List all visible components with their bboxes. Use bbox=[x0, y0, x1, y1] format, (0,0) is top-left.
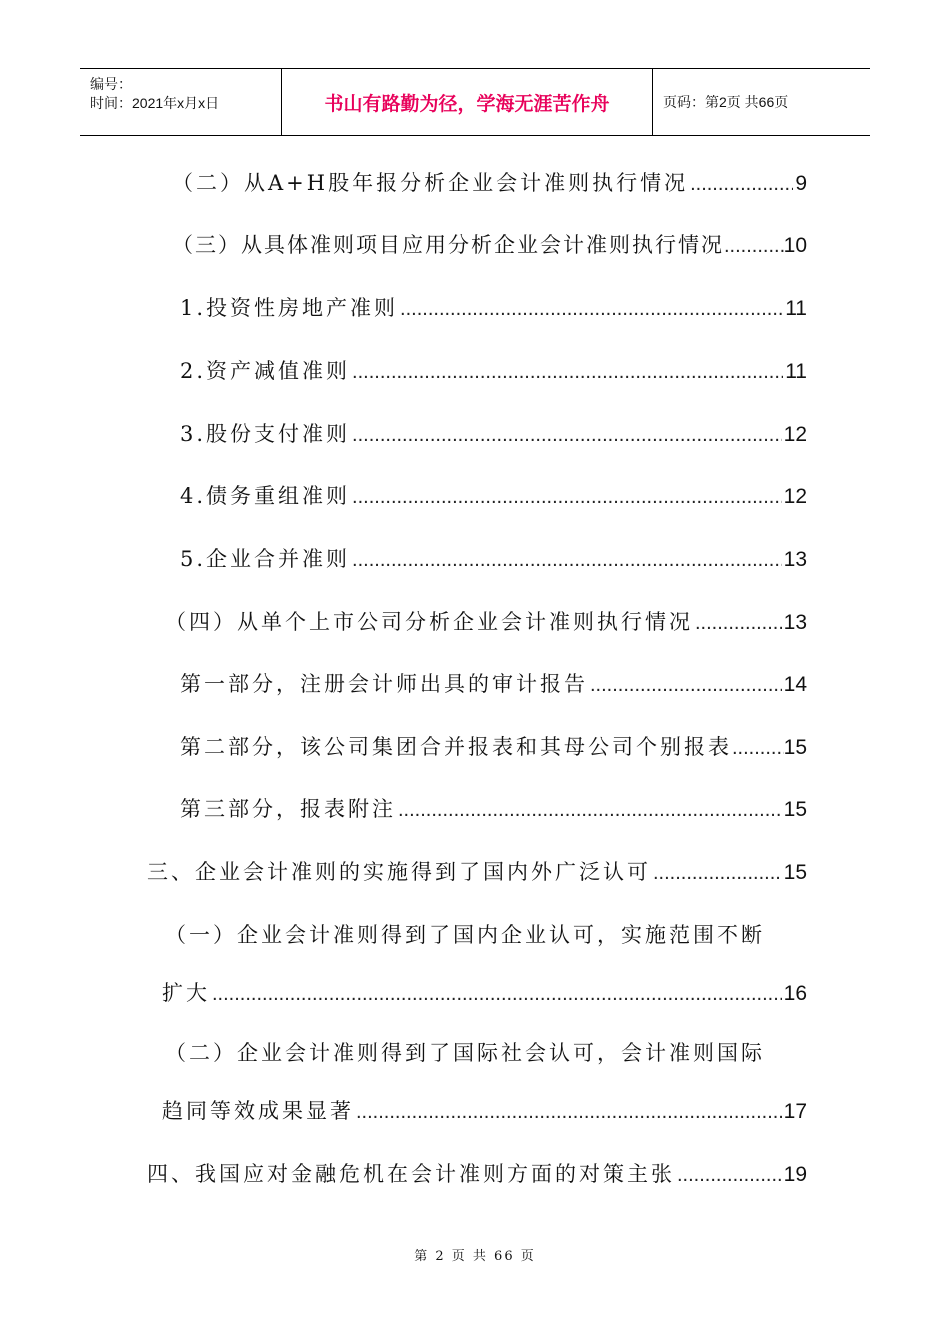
toc-entry-title: （二）企业会计准则得到了国际社会认可，会计准则国际 bbox=[165, 1041, 765, 1065]
toc-entry-title: （二）从A+H股年报分析企业会计准则执行情况 bbox=[172, 171, 689, 195]
toc-entry-title: 2.资产减值准则 bbox=[180, 359, 351, 383]
toc-entry[interactable] bbox=[180, 731, 807, 767]
toc-dot-leader bbox=[352, 486, 782, 509]
toc-entry[interactable] bbox=[180, 355, 807, 391]
header-motto: 书山有路勤为径，学海无涯苦作舟 bbox=[282, 69, 653, 135]
toc-entry-page: 16 bbox=[783, 982, 807, 1005]
toc-entry-title: 5.企业合并准则 bbox=[180, 547, 351, 571]
toc-entry[interactable] bbox=[180, 418, 807, 454]
toc-entry-page: 17 bbox=[783, 1100, 807, 1123]
toc-entry-continuation: 趋同等效成果显著 bbox=[162, 1099, 354, 1123]
toc-entry-page: 13 bbox=[783, 548, 807, 571]
toc-entry-page: 11 bbox=[785, 360, 807, 383]
toc-dot-leader bbox=[400, 298, 783, 321]
toc-entry[interactable] bbox=[180, 292, 807, 328]
toc-entry[interactable] bbox=[172, 229, 807, 265]
toc-dot-leader bbox=[590, 674, 782, 697]
toc-entry-page: 12 bbox=[783, 423, 807, 446]
toc-entry-title: （三）从具体准则项目应用分析企业会计准则执行情况 bbox=[172, 233, 724, 257]
toc-entry-title: 第二部分，该公司集团合并报表和其母公司个别报表 bbox=[180, 735, 732, 759]
toc-dot-leader bbox=[732, 737, 784, 760]
toc-entry-title: 第一部分，注册会计师出具的审计报告 bbox=[180, 672, 588, 696]
toc-dot-leader bbox=[653, 862, 782, 885]
toc-entry-page: 14 bbox=[783, 673, 807, 696]
toc-entry[interactable] bbox=[162, 977, 807, 1013]
document-number-label: 编号： bbox=[90, 76, 132, 92]
toc-entry-title: 1.投资性房地产准则 bbox=[180, 296, 399, 320]
toc-entry[interactable] bbox=[180, 543, 807, 579]
toc-entry[interactable] bbox=[180, 668, 807, 704]
toc-entry[interactable] bbox=[172, 167, 807, 203]
toc-entry[interactable] bbox=[180, 480, 807, 516]
page-footer: 第 2 页 共 66 页 bbox=[414, 1249, 536, 1264]
toc-dot-leader bbox=[677, 1164, 782, 1187]
toc-entry-page: 15 bbox=[783, 798, 807, 821]
toc-entry-page: 12 bbox=[783, 485, 807, 508]
toc-entry-page: 11 bbox=[785, 297, 807, 320]
toc-entry-title: 第三部分，报表附注 bbox=[180, 797, 396, 821]
toc-dot-leader bbox=[695, 612, 782, 635]
toc-entry-title: 四、我国应对金融危机在会计准则方面的对策主张 bbox=[147, 1162, 675, 1186]
toc-dot-leader bbox=[212, 983, 782, 1006]
toc-dot-leader bbox=[352, 361, 783, 384]
toc-entry-title: （四）从单个上市公司分析企业会计准则执行情况 bbox=[165, 610, 693, 634]
toc-entry-page: 15 bbox=[783, 861, 807, 884]
toc-entry[interactable] bbox=[147, 856, 807, 892]
header-meta bbox=[80, 69, 282, 135]
toc-entry-page: 15 bbox=[783, 736, 807, 759]
header-page-info: 页码：第2页 共66页 bbox=[663, 94, 789, 110]
toc-entry-title: 3.股份支付准则 bbox=[180, 422, 351, 446]
toc-dot-leader bbox=[352, 549, 782, 572]
toc-dot-leader bbox=[690, 173, 793, 196]
toc-entry[interactable] bbox=[147, 1158, 807, 1194]
toc-entry-page: 10 bbox=[783, 234, 807, 257]
toc-dot-leader bbox=[352, 424, 782, 447]
toc-dot-leader bbox=[724, 235, 784, 258]
toc-entry-page: 13 bbox=[783, 611, 807, 634]
toc-entry-page: 9 bbox=[795, 172, 807, 195]
document-date: 时间：2021年x月x日 bbox=[90, 95, 220, 111]
toc-entry-title: （一）企业会计准则得到了国内企业认可，实施范围不断 bbox=[165, 923, 765, 947]
toc-entry[interactable] bbox=[165, 606, 807, 642]
toc-dot-leader bbox=[356, 1101, 782, 1124]
toc-dot-leader bbox=[398, 799, 782, 822]
toc-entry-title: 三、企业会计准则的实施得到了国内外广泛认可 bbox=[147, 860, 651, 884]
toc-entry-page: 19 bbox=[783, 1163, 807, 1186]
toc-entry-continuation: 扩大 bbox=[162, 981, 210, 1005]
toc-entry-title: 4.债务重组准则 bbox=[180, 484, 351, 508]
page-header bbox=[80, 68, 870, 136]
toc-entry[interactable] bbox=[162, 1095, 807, 1131]
toc-entry[interactable] bbox=[180, 793, 807, 829]
